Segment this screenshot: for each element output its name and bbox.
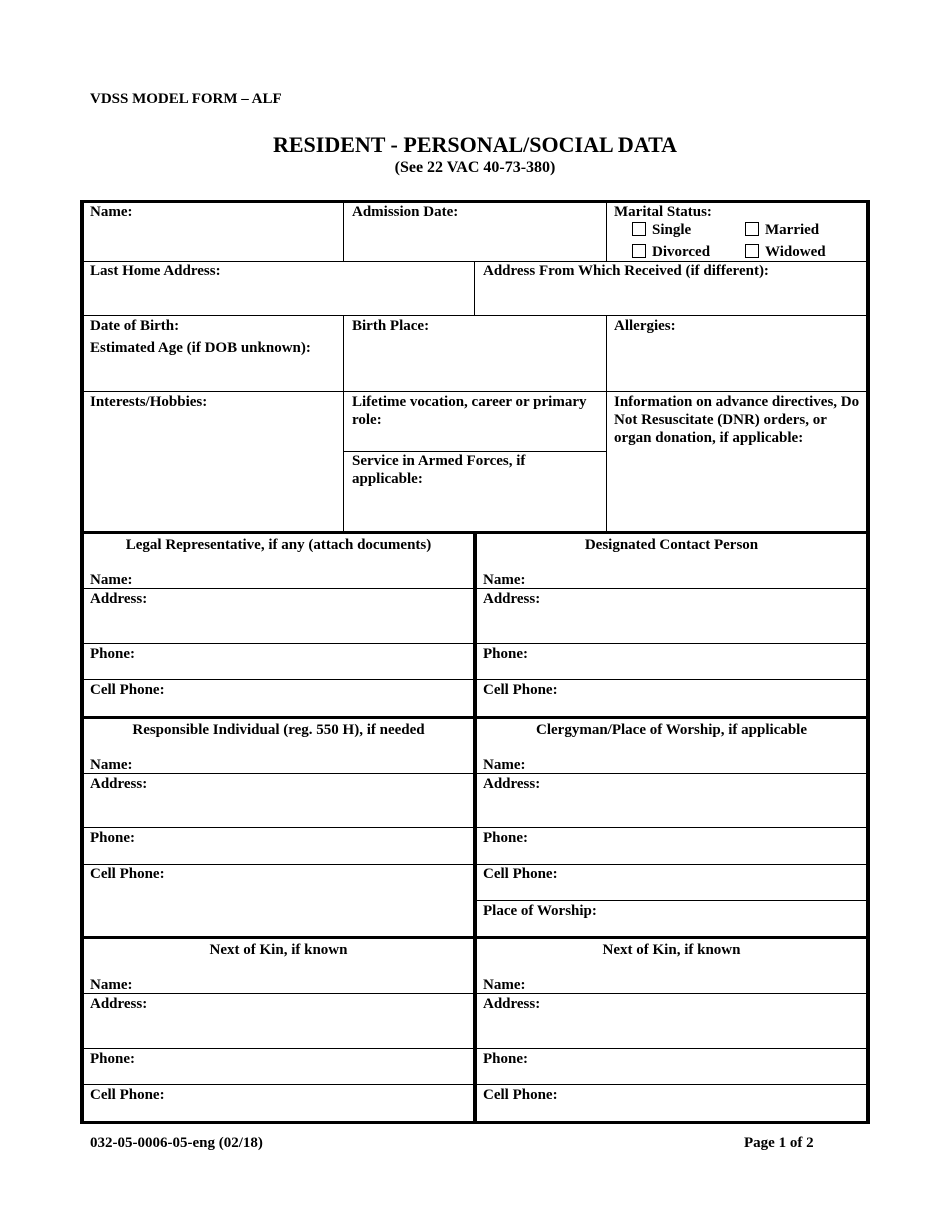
legal-rep-name-label: Name: bbox=[90, 572, 133, 588]
birth-place-label: Birth Place: bbox=[352, 318, 430, 334]
single-option-label: Single bbox=[652, 222, 692, 238]
page-title: RESIDENT - PERSONAL/SOCIAL DATA bbox=[272, 132, 678, 157]
kin2-address-label: Address: bbox=[483, 996, 541, 1012]
responsible-individual-header: Responsible Individual (reg. 550 H), if needed bbox=[132, 722, 425, 738]
legal-rep-address-label: Address: bbox=[90, 591, 148, 607]
legal-rep-cell-label: Cell Phone: bbox=[90, 682, 165, 698]
page-subtitle: (See 22 VAC 40-73-380) bbox=[394, 159, 556, 176]
date-of-birth-label: Date of Birth: bbox=[90, 318, 180, 334]
divorced-option-label: Divorced bbox=[652, 244, 711, 260]
kin1-phone-label: Phone: bbox=[90, 1051, 135, 1067]
clergyman-phone-label: Phone: bbox=[483, 830, 528, 846]
contact-phone-label: Phone: bbox=[483, 646, 528, 662]
kin2-name-label: Name: bbox=[483, 977, 526, 993]
lifetime-vocation-label: Lifetime vocation, career or primary role: bbox=[352, 394, 587, 428]
married-option-label: Married bbox=[765, 222, 820, 238]
form-number: 032-05-0006-05-eng (02/18) bbox=[90, 1135, 263, 1151]
clergyman-name-label: Name: bbox=[483, 757, 526, 773]
widowed-checkbox[interactable] bbox=[745, 244, 759, 258]
legal-representative-header: Legal Representative, if any (attach documents) bbox=[125, 537, 432, 553]
place-of-worship-label: Place of Worship: bbox=[483, 903, 597, 919]
responsible-name-label: Name: bbox=[90, 757, 133, 773]
responsible-phone-label: Phone: bbox=[90, 830, 135, 846]
contact-cell-label: Cell Phone: bbox=[483, 682, 558, 698]
married-checkbox[interactable] bbox=[745, 222, 759, 236]
kin1-name-label: Name: bbox=[90, 977, 133, 993]
kin1-cell-label: Cell Phone: bbox=[90, 1087, 165, 1103]
resident-name-label: Name: bbox=[90, 204, 133, 220]
armed-forces-label: Service in Armed Forces, if applicable: bbox=[352, 453, 526, 487]
designated-contact-header: Designated Contact Person bbox=[584, 537, 759, 553]
kin2-cell-label: Cell Phone: bbox=[483, 1087, 558, 1103]
legal-rep-phone-label: Phone: bbox=[90, 646, 135, 662]
kin1-address-label: Address: bbox=[90, 996, 148, 1012]
next-of-kin-left-header: Next of Kin, if known bbox=[209, 942, 348, 958]
clergyman-header: Clergyman/Place of Worship, if applicable bbox=[536, 722, 807, 738]
responsible-cell-label: Cell Phone: bbox=[90, 866, 165, 882]
page-number: Page 1 of 2 bbox=[744, 1135, 814, 1151]
advance-directives-label: Information on advance directives, Do Not Resuscitate (DNR) orders, or organ donation, if applicable: bbox=[614, 394, 860, 446]
interests-hobbies-label: Interests/Hobbies: bbox=[90, 394, 208, 410]
next-of-kin-right-header: Next of Kin, if known bbox=[602, 942, 741, 958]
responsible-address-label: Address: bbox=[90, 776, 148, 792]
single-checkbox[interactable] bbox=[632, 222, 646, 236]
widowed-option-label: Widowed bbox=[765, 244, 826, 260]
clergyman-cell-label: Cell Phone: bbox=[483, 866, 558, 882]
contact-name-label: Name: bbox=[483, 572, 526, 588]
address-received-label: Address From Which Received (if different): bbox=[483, 263, 769, 279]
kin2-phone-label: Phone: bbox=[483, 1051, 528, 1067]
form-label: VDSS MODEL FORM – ALF bbox=[90, 91, 282, 107]
last-home-address-label: Last Home Address: bbox=[90, 263, 221, 279]
estimated-age-label: Estimated Age (if DOB unknown): bbox=[90, 340, 311, 356]
marital-status-label: Marital Status: bbox=[614, 204, 712, 220]
divorced-checkbox[interactable] bbox=[632, 244, 646, 258]
admission-date-label: Admission Date: bbox=[352, 204, 459, 220]
clergyman-address-label: Address: bbox=[483, 776, 541, 792]
allergies-label: Allergies: bbox=[614, 318, 676, 334]
contact-address-label: Address: bbox=[483, 591, 541, 607]
